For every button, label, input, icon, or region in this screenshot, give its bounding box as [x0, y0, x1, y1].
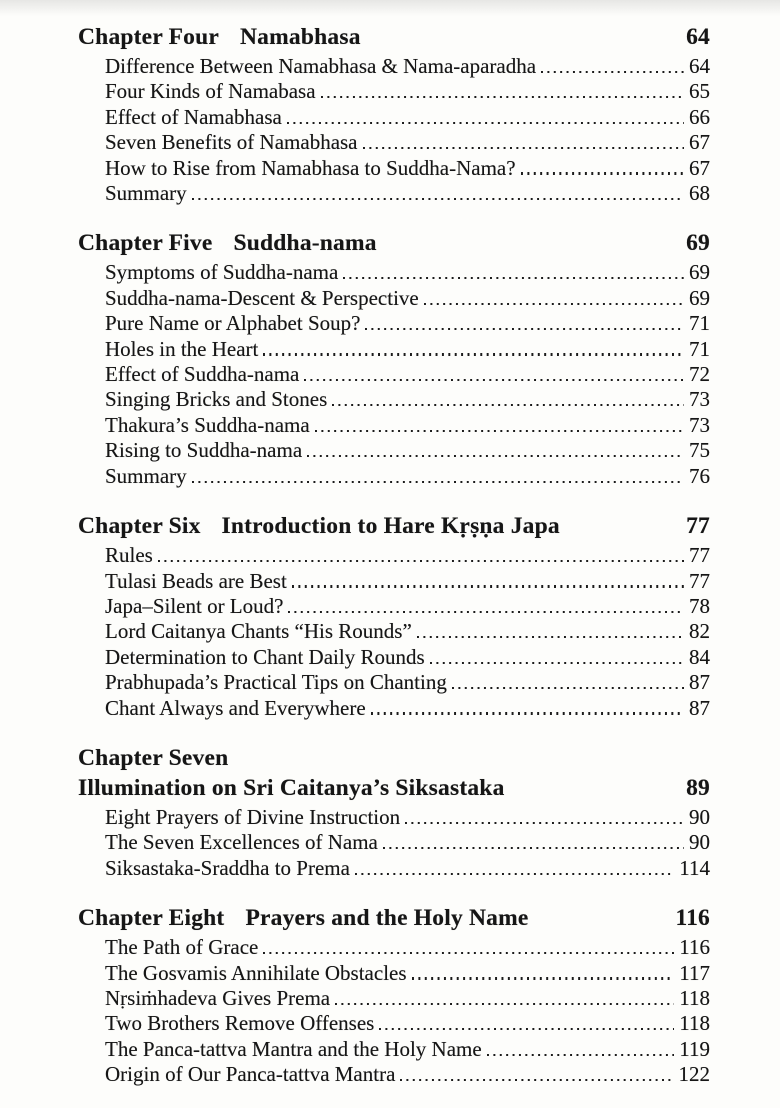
leader-dots [430, 662, 684, 664]
toc-entry [78, 619, 710, 644]
toc-entry-page-number: 87 [689, 670, 710, 695]
toc-section [78, 903, 710, 1087]
chapter-entries [78, 260, 710, 489]
toc-entry-page-number: 118 [679, 1011, 710, 1036]
toc-entry-title: Summary [105, 463, 187, 488]
toc-entry-title: Rules [105, 543, 153, 568]
table-of-contents [78, 22, 710, 1088]
toc-entry-page-number: 71 [689, 311, 710, 336]
chapter-heading [78, 511, 710, 541]
chapter-title: Suddha-nama [233, 230, 377, 257]
toc-entry-title: Determination to Chant Daily Rounds [105, 644, 425, 669]
toc-entry-title: Eight Prayers of Divine Instruction [105, 804, 401, 829]
toc-entry-title: Nṛsiṁhadeva Gives Prema [105, 985, 331, 1010]
leader-dots [315, 430, 684, 432]
toc-entry-title: Japa–Silent or Loud? [105, 593, 284, 618]
toc-entry [78, 156, 710, 181]
toc-entry-title: Effect of Suddha-nama [105, 362, 300, 387]
toc-entry-title: Difference Between Namabhasa & Nama-aparadha [105, 54, 537, 78]
toc-entry-title: Rising to Suddha-nama [105, 438, 303, 463]
toc-entry-page-number: 84 [689, 644, 710, 669]
chapter-heading [78, 22, 710, 52]
leader-dots [424, 303, 684, 305]
toc-entry [78, 260, 710, 285]
chapter-headings [78, 903, 710, 933]
toc-entry-page-number: 117 [679, 960, 710, 985]
toc-entry-page-number: 75 [689, 438, 710, 463]
toc-entry [78, 594, 710, 619]
leader-dots [452, 687, 684, 689]
chapter-title: Namabhasa [240, 24, 361, 50]
leader-dots [307, 455, 684, 457]
leader-dots [263, 353, 684, 355]
toc-entry-title: Chant Always and Everywhere [105, 695, 366, 720]
chapter-entries [78, 54, 710, 206]
toc-entry-page-number: 67 [689, 155, 710, 180]
toc-entry-title: Prabhupada’s Practical Tips on Chanting [105, 670, 447, 695]
chapter-entries [78, 805, 710, 881]
chapter-heading [78, 743, 710, 773]
leader-dots [487, 1054, 675, 1056]
chapter-label: Chapter Eight [78, 905, 225, 932]
toc-entry-title: The Panca-tattva Mantra and the Holy Name [105, 1036, 482, 1061]
toc-entry [78, 311, 710, 336]
leader-dots [343, 277, 684, 279]
toc-entry [78, 181, 710, 206]
chapter-page-number: 89 [686, 774, 710, 801]
toc-entry-page-number: 78 [689, 593, 710, 618]
toc-entry [78, 543, 710, 568]
leader-dots [379, 1028, 674, 1030]
toc-entry-title: Singing Bricks and Stones [105, 387, 328, 412]
toc-entry-title: How to Rise from Namabhasa to Suddha-Nama? [105, 155, 516, 180]
chapter-label: Illumination on Sri Caitanya’s Siksastaka [78, 774, 505, 801]
toc-entry [78, 856, 710, 881]
leader-dots [192, 481, 684, 483]
chapter-entries [78, 543, 710, 721]
toc-entry-title: Seven Benefits of Namabhasa [105, 130, 358, 155]
leader-dots [371, 712, 684, 714]
toc-entry-page-number: 77 [689, 568, 710, 593]
toc-entry-title: Pure Name or Alphabet Soup? [105, 311, 361, 336]
chapter-page-number: 77 [686, 513, 710, 540]
toc-entry [78, 1011, 710, 1036]
toc-entry [78, 130, 710, 155]
leader-dots [287, 122, 684, 124]
toc-entry [78, 105, 710, 130]
leader-dots [365, 328, 684, 330]
leader-dots [383, 847, 684, 849]
toc-entry [78, 696, 710, 721]
chapter-label: Chapter Six [78, 513, 201, 540]
toc-entry-title: Summary [105, 181, 187, 206]
toc-entry [78, 1037, 710, 1062]
chapter-headings [78, 228, 710, 258]
toc-entry [78, 79, 710, 104]
toc-entry-title: Symptoms of Suddha-nama [105, 260, 339, 285]
toc-entry-page-number: 116 [679, 935, 710, 960]
leader-dots [521, 172, 684, 174]
leader-dots [158, 560, 684, 562]
chapter-headings [78, 511, 710, 541]
toc-entry-page-number: 122 [678, 1062, 710, 1087]
leader-dots [541, 71, 684, 73]
toc-entry-page-number: 68 [689, 181, 710, 206]
toc-entry-title: Holes in the Heart [105, 336, 259, 361]
chapter-title: Prayers and the Holy Name [245, 905, 529, 932]
toc-entry [78, 337, 710, 362]
leader-dots [412, 977, 675, 979]
toc-entry-title: Lord Caitanya Chants “His Rounds” [105, 619, 412, 644]
toc-entry [78, 438, 710, 463]
leader-dots [355, 873, 674, 875]
toc-entry [78, 569, 710, 594]
toc-entry-title: Thakura’s Suddha-nama [105, 412, 310, 437]
toc-entry [78, 387, 710, 412]
chapter-page-number: 69 [686, 230, 710, 257]
toc-section [78, 511, 710, 721]
toc-entry-page-number: 90 [689, 830, 710, 855]
toc-entry-page-number: 87 [689, 695, 710, 720]
leader-dots [292, 585, 684, 587]
toc-entry [78, 286, 710, 311]
toc-entry-page-number: 114 [679, 855, 710, 880]
leader-dots [405, 822, 684, 824]
chapter-label: Chapter Five [78, 230, 213, 257]
chapter-headings [78, 22, 710, 52]
chapter-title: Introduction to Hare Kṛṣṇa Japa [221, 513, 560, 540]
chapter-label: Chapter Four [78, 24, 220, 50]
toc-entry-title: Siksastaka-Sraddha to Prema [105, 855, 350, 880]
toc-entry-page-number: 82 [689, 619, 710, 644]
toc-section [78, 228, 710, 489]
toc-entry-page-number: 76 [689, 463, 710, 488]
toc-entry-page-number: 73 [689, 412, 710, 437]
toc-entry-title: Suddha-nama-Descent & Perspective [105, 285, 419, 310]
leader-dots [304, 379, 684, 381]
leader-dots [288, 611, 684, 613]
toc-entry-title: The Gosvamis Annihilate Obstacles [105, 960, 407, 985]
toc-entry-title: The Path of Grace [105, 935, 259, 960]
toc-entry [78, 961, 710, 986]
toc-entry [78, 670, 710, 695]
toc-entry [78, 935, 710, 960]
toc-section [78, 743, 710, 881]
leader-dots [363, 147, 684, 149]
toc-entry-page-number: 71 [689, 336, 710, 361]
toc-entry-page-number: 69 [689, 285, 710, 310]
toc-entry [78, 645, 710, 670]
toc-entry-page-number: 118 [679, 985, 710, 1010]
toc-entry [78, 830, 710, 855]
toc-entry-title: The Seven Excellences of Nama [105, 830, 378, 855]
toc-entry-page-number: 119 [679, 1036, 710, 1061]
toc-entry-title: Tulasi Beads are Best [105, 568, 287, 593]
toc-entry-page-number: 72 [689, 362, 710, 387]
toc-entry [78, 464, 710, 489]
toc-entry [78, 986, 710, 1011]
toc-entry-page-number: 69 [689, 260, 710, 285]
leader-dots [321, 96, 684, 98]
toc-entry [78, 54, 710, 79]
toc-entry-page-number: 90 [689, 804, 710, 829]
chapter-heading [78, 228, 710, 258]
chapter-heading [78, 773, 710, 803]
leader-dots [332, 404, 684, 406]
toc-entry [78, 805, 710, 830]
toc-entry-page-number: 77 [689, 543, 710, 568]
toc-entry [78, 1062, 710, 1087]
chapter-page-number: 64 [686, 24, 710, 50]
toc-entry-page-number: 64 [689, 54, 710, 78]
toc-entry-page-number: 73 [689, 387, 710, 412]
toc-entry [78, 413, 710, 438]
toc-entry [78, 362, 710, 387]
chapter-page-number: 116 [675, 905, 710, 932]
toc-entry-title: Effect of Namabhasa [105, 104, 282, 129]
chapter-headings [78, 743, 710, 803]
toc-entry-page-number: 65 [689, 79, 710, 104]
chapter-heading [78, 903, 710, 933]
toc-entry-title: Four Kinds of Namabasa [105, 79, 316, 104]
leader-dots [263, 952, 674, 954]
chapter-entries [78, 935, 710, 1087]
chapter-label: Chapter Seven [78, 744, 229, 771]
toc-section [78, 22, 710, 206]
leader-dots [417, 636, 684, 638]
toc-entry-title: Origin of Our Panca-tattva Mantra [105, 1062, 396, 1087]
leader-dots [400, 1079, 673, 1081]
leader-dots [335, 1003, 674, 1005]
toc-entry-title: Two Brothers Remove Offenses [105, 1011, 375, 1036]
toc-entry-page-number: 67 [689, 130, 710, 155]
toc-entry-page-number: 66 [689, 104, 710, 129]
leader-dots [192, 198, 684, 200]
